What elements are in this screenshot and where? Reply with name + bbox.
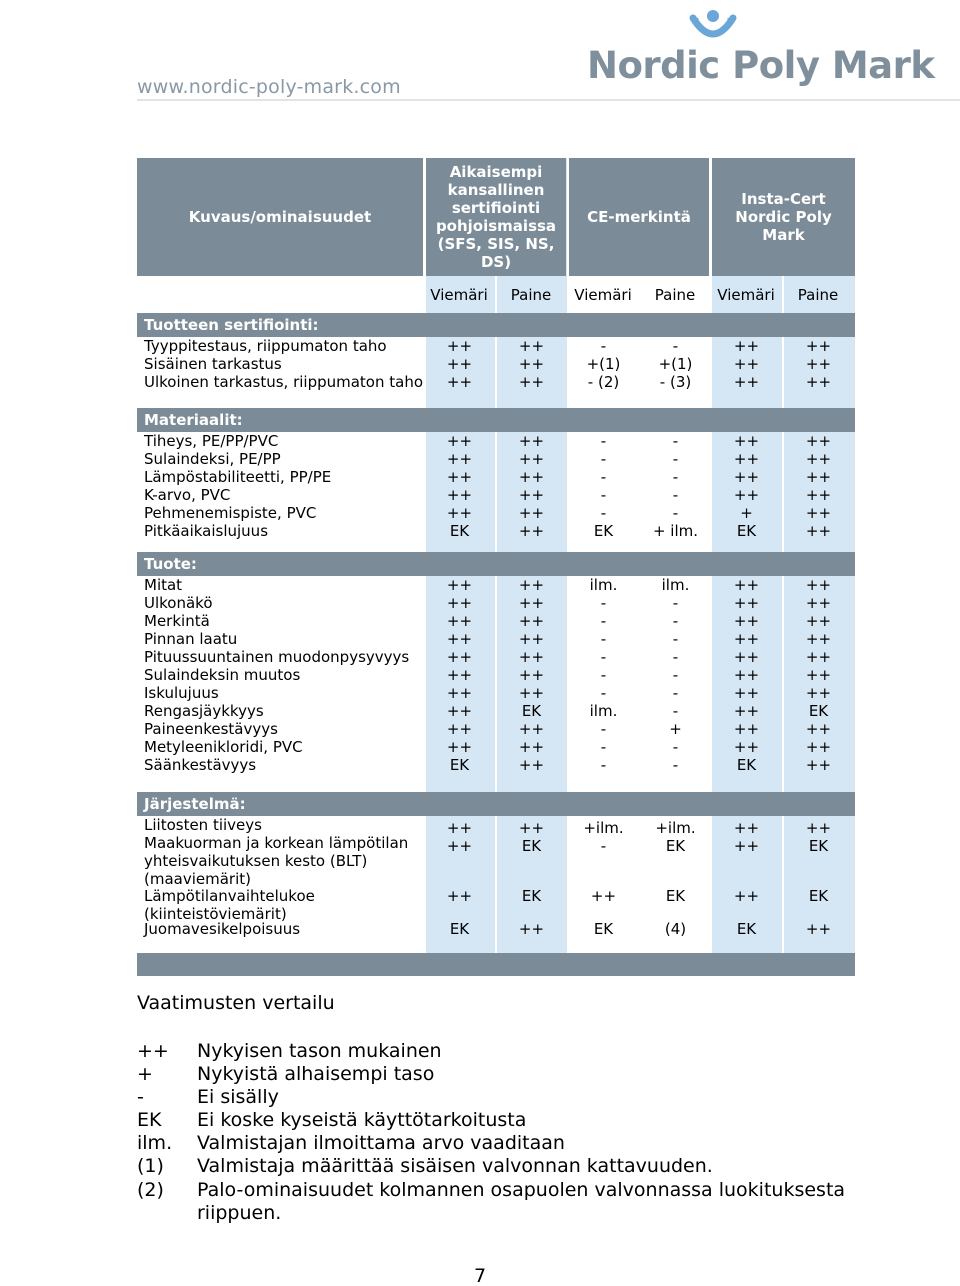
table-cell: ilm.: [589, 702, 618, 720]
subheader-paine: Paine: [654, 286, 696, 304]
row-label: Maakuorman ja korkean lämpötilan yhteisvaikutuksen kesto (BLT) (maaviemärit): [144, 834, 409, 888]
table-cell: ++: [805, 738, 832, 756]
table-cell: ++: [733, 612, 760, 630]
header-national-certification: Aikaisempi kansallinen sertifiointi pohjoismaissa (SFS, SIS, NS, DS): [426, 158, 566, 276]
table-cell: -: [600, 486, 607, 504]
row-label: Tyyppitestaus, riippumaton taho: [144, 337, 387, 355]
row-label: Lämpöstabiliteetti, PP/PE: [144, 468, 332, 486]
table-cell: ++: [518, 522, 545, 540]
table-cell: ++: [805, 920, 832, 938]
row-label: Metyleenikloridi, PVC: [144, 738, 303, 756]
table-cell: EK: [736, 756, 757, 774]
table-cell: EK: [449, 522, 470, 540]
table-cell: ++: [805, 337, 832, 355]
legend-key: -: [137, 1086, 144, 1108]
table-row: [137, 486, 855, 504]
table-cell: ++: [518, 612, 545, 630]
table-cell: -: [600, 504, 607, 522]
table-cell: -: [672, 630, 679, 648]
table-cell: ++: [518, 630, 545, 648]
subheader-paine: Paine: [797, 286, 839, 304]
table-cell: -: [672, 684, 679, 702]
table-cell: ++: [518, 666, 545, 684]
table-cell: ++: [446, 594, 473, 612]
table-row: [137, 702, 855, 720]
table-cell: ++: [805, 355, 832, 373]
table-cell: -: [600, 837, 607, 855]
table-row: [137, 612, 855, 630]
table-cell: ++: [446, 612, 473, 630]
table-cell: ++: [805, 720, 832, 738]
legend-key: (1): [137, 1155, 164, 1177]
row-label: Juomavesikelpoisuus: [144, 920, 301, 938]
row-label: Ulkoinen tarkastus, riippumaton taho: [144, 373, 424, 391]
subheader-viemari: Viemäri: [430, 286, 488, 304]
table-cell: ++: [733, 887, 760, 905]
row-label: Lämpötilanvaihtelukoe (kiinteistöviemärit): [144, 887, 315, 923]
table-cell: -: [672, 738, 679, 756]
row-label: Iskulujuus: [144, 684, 219, 702]
header-ce-marking: CE-merkintä: [569, 158, 709, 276]
table-cell: -: [672, 702, 679, 720]
table-cell: EK: [665, 887, 686, 905]
table-cell: ++: [733, 837, 760, 855]
table-cell: -: [672, 337, 679, 355]
table-row: [137, 594, 855, 612]
legend-text: Nykyisen tason mukainen: [197, 1040, 442, 1062]
logo-wordmark: Nordic Poly Mark: [587, 44, 935, 87]
table-cell: -: [672, 612, 679, 630]
row-label: Pituussuuntainen muodonpysyvyys: [144, 648, 410, 666]
table-row: [137, 450, 855, 468]
table-footer-bar: [137, 953, 855, 976]
table-cell: ++: [733, 468, 760, 486]
table-cell: -: [672, 666, 679, 684]
table-cell: ++: [733, 702, 760, 720]
table-cell: EK: [521, 702, 542, 720]
row-label: Rengasjäykkyys: [144, 702, 264, 720]
table-cell: -: [600, 666, 607, 684]
table-cell: ++: [805, 630, 832, 648]
subheader-viemari: Viemäri: [574, 286, 632, 304]
legend-text: Ei sisälly: [197, 1086, 279, 1108]
table-cell: EK: [665, 837, 686, 855]
table-cell: ++: [733, 337, 760, 355]
table-cell: ++: [805, 612, 832, 630]
logo-mark-icon: [585, 4, 875, 48]
table-cell: ++: [446, 432, 473, 450]
legend-key: EK: [137, 1109, 162, 1131]
row-label: Pehmenemispiste, PVC: [144, 504, 317, 522]
table-cell: ++: [518, 594, 545, 612]
legend-key: (2): [137, 1179, 164, 1201]
table-cell: EK: [736, 920, 757, 938]
table-cell: ++: [805, 666, 832, 684]
table-row: [137, 630, 855, 648]
table-cell: ++: [446, 450, 473, 468]
table-cell: -: [600, 648, 607, 666]
row-label: Sisäinen tarkastus: [144, 355, 282, 373]
table-cell: ++: [446, 887, 473, 905]
table-cell: (4): [664, 920, 687, 938]
table-cell: ++: [733, 576, 760, 594]
table-cell: ++: [805, 432, 832, 450]
section-header: Tuotteen sertifiointi:: [137, 313, 855, 337]
table-cell: ++: [805, 576, 832, 594]
table-cell: ++: [733, 738, 760, 756]
section-header: Järjestelmä:: [137, 792, 855, 816]
table-cell: ++: [805, 486, 832, 504]
legend-text: Ei koske kyseistä käyttötarkoitusta: [197, 1109, 527, 1131]
table-cell: -: [672, 756, 679, 774]
legend-text: Valmistaja määrittää sisäisen valvonnan kattavuuden.: [197, 1155, 713, 1177]
table-cell: ++: [805, 756, 832, 774]
table-cell: ilm.: [661, 576, 690, 594]
table-cell: EK: [736, 522, 757, 540]
table-cell: -: [672, 432, 679, 450]
website-url[interactable]: www.nordic-poly-mark.com: [137, 76, 401, 98]
table-cell: EK: [521, 887, 542, 905]
table-cell: EK: [808, 887, 829, 905]
header-insta-cert: Insta-Cert Nordic Poly Mark: [712, 158, 855, 276]
table-cell: ++: [805, 819, 832, 837]
table-cell: ++: [518, 355, 545, 373]
row-label: K-arvo, PVC: [144, 486, 231, 504]
section-header: Materiaalit:: [137, 408, 855, 432]
header-description: Kuvaus/ominaisuudet: [137, 158, 423, 276]
header-divider: [137, 99, 960, 101]
table-cell: -: [672, 648, 679, 666]
legend-text: Valmistajan ilmoittama arvo vaaditaan: [197, 1132, 565, 1154]
table-cell: ++: [518, 576, 545, 594]
table-cell: +(1): [658, 355, 693, 373]
table-cell: ++: [446, 819, 473, 837]
row-label: Tiheys, PE/PP/PVC: [144, 432, 279, 450]
table-cell: +(1): [586, 355, 621, 373]
table-cell: EK: [593, 522, 614, 540]
table-cell: +: [740, 504, 753, 522]
table-cell: -: [600, 738, 607, 756]
legend-key: ++: [137, 1040, 169, 1062]
table-cell: ++: [446, 630, 473, 648]
table-cell: ++: [518, 337, 545, 355]
table-cell: ++: [805, 648, 832, 666]
table-cell: -: [600, 432, 607, 450]
table-cell: ++: [518, 373, 545, 391]
legend-key: ilm.: [137, 1132, 173, 1154]
table-row: [137, 373, 855, 391]
row-label: Merkintä: [144, 612, 210, 630]
table-cell: ++: [805, 522, 832, 540]
table-cell: -: [672, 504, 679, 522]
table-cell: ++: [733, 373, 760, 391]
nordic-poly-mark-logo: [585, 4, 935, 92]
table-cell: ++: [805, 594, 832, 612]
table-cell: ++: [446, 486, 473, 504]
table-cell: ++: [446, 702, 473, 720]
table-cell: -: [600, 612, 607, 630]
table-cell: ++: [446, 666, 473, 684]
table-cell: ++: [805, 450, 832, 468]
table-cell: EK: [808, 837, 829, 855]
table-cell: ++: [518, 468, 545, 486]
table-cell: ++: [733, 432, 760, 450]
table-cell: ++: [733, 630, 760, 648]
table-cell: ++: [518, 920, 545, 938]
table-row: [137, 816, 855, 837]
table-row: [137, 887, 855, 923]
table-cell: +ilm.: [655, 819, 696, 837]
table-cell: - (2): [587, 373, 620, 391]
table-cell: ++: [446, 504, 473, 522]
table-cell: ++: [518, 720, 545, 738]
table-cell: ++: [733, 666, 760, 684]
table-cell: ++: [590, 887, 617, 905]
table-cell: -: [672, 468, 679, 486]
table-cell: +ilm.: [583, 819, 624, 837]
table-cell: EK: [521, 837, 542, 855]
row-label: Paineenkestävyys: [144, 720, 278, 738]
legend-key: +: [137, 1063, 153, 1085]
table-cell: ++: [446, 720, 473, 738]
table-cell: -: [600, 337, 607, 355]
row-label: Liitosten tiiveys: [144, 816, 262, 834]
table-row: [137, 834, 855, 888]
table-cell: ++: [733, 355, 760, 373]
row-label: Pinnan laatu: [144, 630, 238, 648]
table-cell: ++: [518, 684, 545, 702]
table-cell: -: [600, 756, 607, 774]
table-row: [137, 738, 855, 756]
table-cell: ++: [518, 648, 545, 666]
table-cell: ++: [805, 468, 832, 486]
legend-title: Vaatimusten vertailu: [137, 992, 335, 1014]
table-cell: ++: [446, 837, 473, 855]
table-cell: ++: [805, 504, 832, 522]
subheader-viemari: Viemäri: [717, 286, 775, 304]
table-row: [137, 522, 855, 540]
table-row: [137, 920, 855, 938]
table-cell: ++: [733, 720, 760, 738]
table-row: [137, 576, 855, 594]
table-cell: -: [600, 594, 607, 612]
table-row: [137, 432, 855, 450]
table-cell: -: [672, 450, 679, 468]
row-label: Säänkestävyys: [144, 756, 257, 774]
table-cell: ++: [446, 738, 473, 756]
table-cell: -: [600, 684, 607, 702]
legend-text: Palo-ominaisuudet kolmannen osapuolen valvonnassa luokituksesta riippuen.: [197, 1179, 846, 1224]
table-cell: ++: [518, 738, 545, 756]
table-row: [137, 666, 855, 684]
table-row: [137, 337, 855, 355]
table-cell: -: [600, 720, 607, 738]
table-cell: ++: [805, 373, 832, 391]
table-row: [137, 504, 855, 522]
table-cell: ++: [733, 648, 760, 666]
table-cell: -: [600, 468, 607, 486]
table-cell: EK: [449, 920, 470, 938]
table-cell: -: [600, 630, 607, 648]
row-label: Mitat: [144, 576, 183, 594]
table-cell: EK: [593, 920, 614, 938]
table-row: [137, 355, 855, 373]
legend-text: Nykyistä alhaisempi taso: [197, 1063, 435, 1085]
row-label: Sulaindeksin muutos: [144, 666, 301, 684]
table-cell: ++: [733, 486, 760, 504]
table-cell: ++: [446, 373, 473, 391]
table-cell: ++: [733, 684, 760, 702]
table-cell: ++: [446, 337, 473, 355]
table-cell: +: [669, 720, 682, 738]
table-cell: EK: [808, 702, 829, 720]
table-cell: + ilm.: [652, 522, 699, 540]
table-cell: -: [672, 594, 679, 612]
table-cell: ilm.: [589, 576, 618, 594]
table-cell: ++: [518, 819, 545, 837]
table-row: [137, 756, 855, 774]
table-row: [137, 720, 855, 738]
table-row: [137, 684, 855, 702]
page-number: 7: [474, 1265, 487, 1286]
table-cell: ++: [733, 819, 760, 837]
row-label: Ulkonäkö: [144, 594, 213, 612]
table-cell: ++: [446, 648, 473, 666]
table-cell: - (3): [659, 373, 692, 391]
table-cell: -: [600, 450, 607, 468]
table-row: [137, 468, 855, 486]
row-label: Sulaindeksi, PE/PP: [144, 450, 281, 468]
table-cell: ++: [518, 756, 545, 774]
table-row: [137, 648, 855, 666]
table-cell: -: [672, 486, 679, 504]
table-cell: ++: [518, 486, 545, 504]
table-cell: ++: [446, 468, 473, 486]
section-header: Tuote:: [137, 552, 855, 576]
table-cell: EK: [449, 756, 470, 774]
row-label: Pitkäaikaislujuus: [144, 522, 269, 540]
table-cell: ++: [518, 450, 545, 468]
table-cell: ++: [805, 684, 832, 702]
table-cell: ++: [518, 504, 545, 522]
table-cell: ++: [733, 450, 760, 468]
table-cell: ++: [733, 594, 760, 612]
subheader-paine: Paine: [510, 286, 552, 304]
table-cell: ++: [446, 355, 473, 373]
table-cell: ++: [446, 684, 473, 702]
table-cell: ++: [446, 576, 473, 594]
table-cell: ++: [518, 432, 545, 450]
